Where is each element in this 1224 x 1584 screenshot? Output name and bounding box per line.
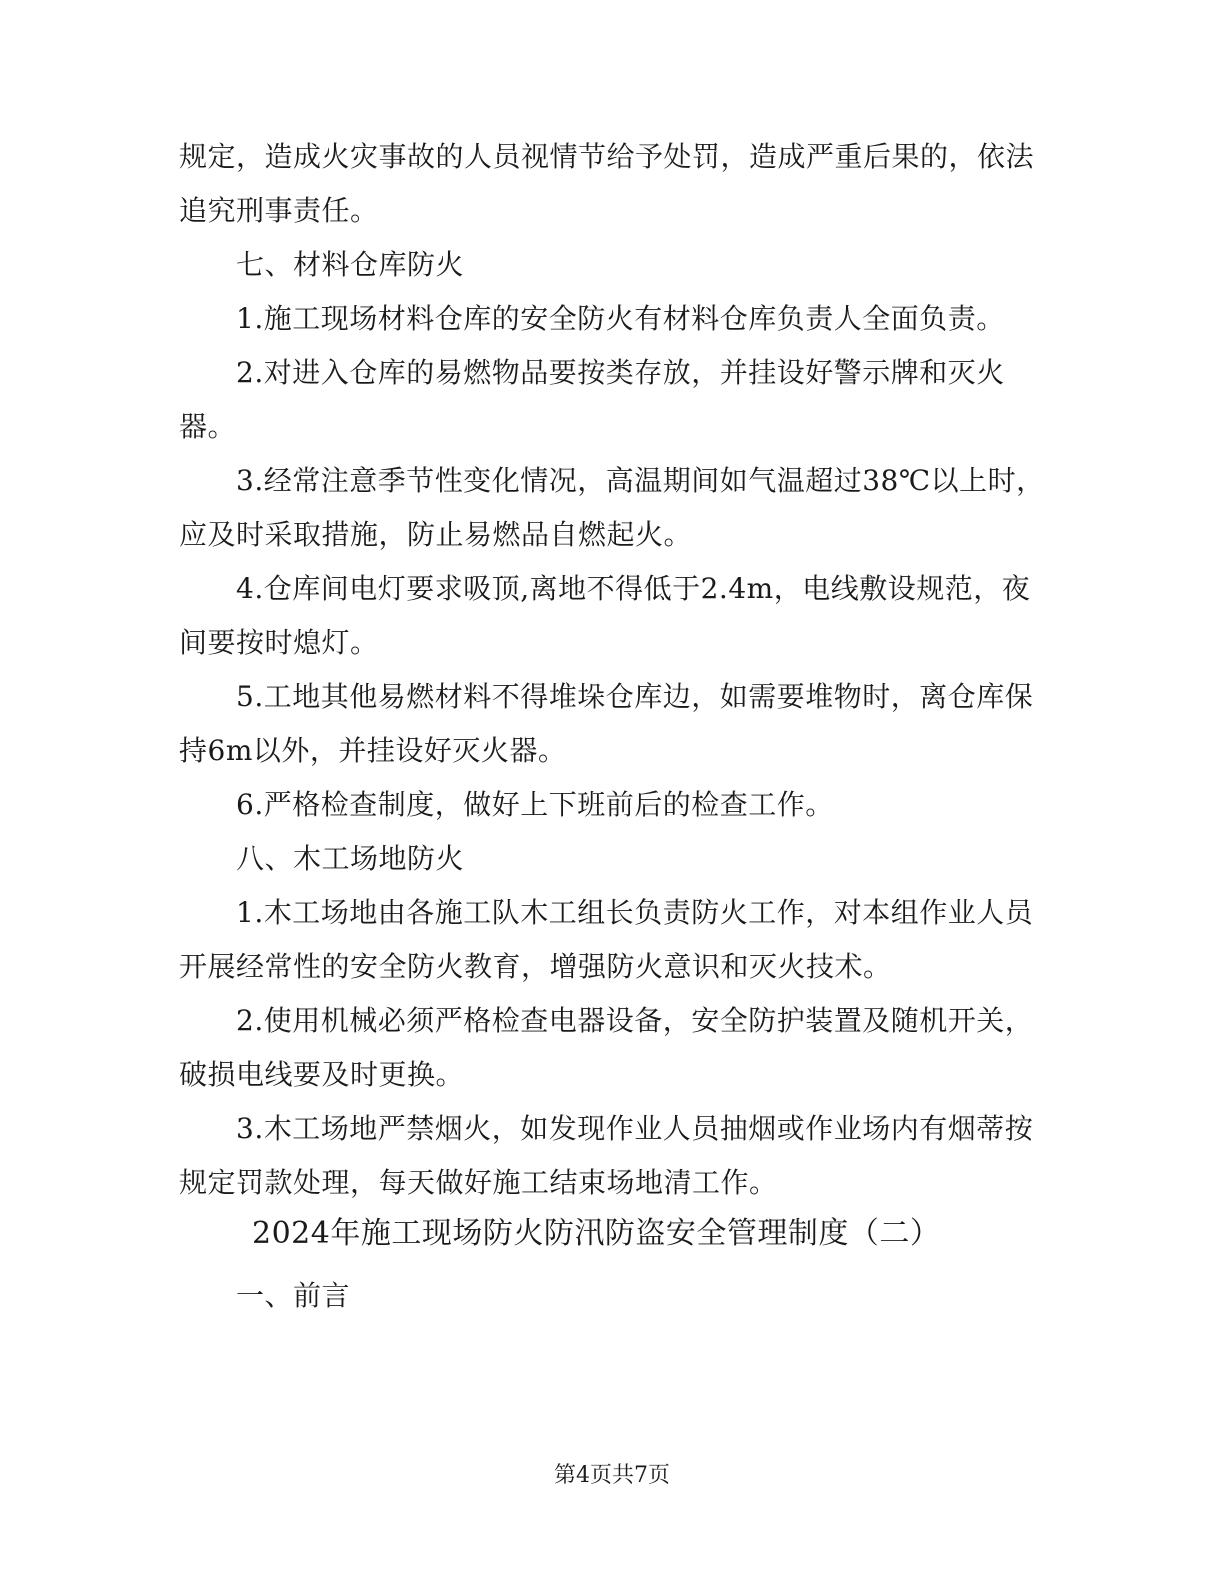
- section-heading: 七、材料仓库防火: [236, 248, 465, 281]
- body-line: 应及时采取措施，防止易燃品自燃起火。: [179, 518, 693, 551]
- body-line: 间要按时熄灯。: [179, 626, 379, 659]
- body-line: 2.对进入仓库的易燃物品要按类存放，并挂设好警示牌和灭火: [236, 356, 1005, 389]
- body-line: 5.工地其他易燃材料不得堆垛仓库边，如需要堆物时，离仓库保: [236, 680, 1034, 713]
- body-line: 4.仓库间电灯要求吸顶,离地不得低于2.4m，电线敷设规范，夜: [236, 572, 1031, 605]
- subsection-heading: 一、前言: [236, 1279, 351, 1312]
- body-line: 6.严格检查制度，做好上下班前后的检查工作。: [236, 788, 834, 821]
- body-line: 持6m以外，并挂设好灭火器。: [179, 734, 567, 767]
- body-line: 开展经常性的安全防火教育，增强防火意识和灭火技术。: [179, 950, 892, 983]
- body-line: 3.经常注意季节性变化情况，高温期间如气温超过38℃以上时，: [236, 464, 1045, 497]
- section-heading: 八、木工场地防火: [236, 842, 465, 875]
- body-line: 3.木工场地严禁烟火，如发现作业人员抽烟或作业场内有烟蒂按: [236, 1112, 1034, 1145]
- body-line: 规定，造成火灾事故的人员视情节给予处罚，造成严重后果的，依法: [179, 140, 1035, 173]
- body-line: 1.施工现场材料仓库的安全防火有材料仓库负责人全面负责。: [236, 302, 1005, 335]
- page-footer: 第4页共7页: [554, 1463, 670, 1488]
- body-line: 破损电线要及时更换。: [179, 1058, 465, 1091]
- body-line: 2.使用机械必须严格检查电器设备，安全防护装置及随机开关，: [236, 1004, 1034, 1037]
- body-line: 追究刑事责任。: [179, 194, 379, 227]
- body-line: 规定罚款处理，每天做好施工结束场地清工作。: [179, 1166, 778, 1199]
- document-section-title: 2024年施工现场防火防汛防盗安全管理制度（二）: [252, 1216, 941, 1251]
- body-line: 1.木工场地由各施工队木工组长负责防火工作，对本组作业人员: [236, 896, 1034, 929]
- body-line: 器。: [179, 410, 237, 443]
